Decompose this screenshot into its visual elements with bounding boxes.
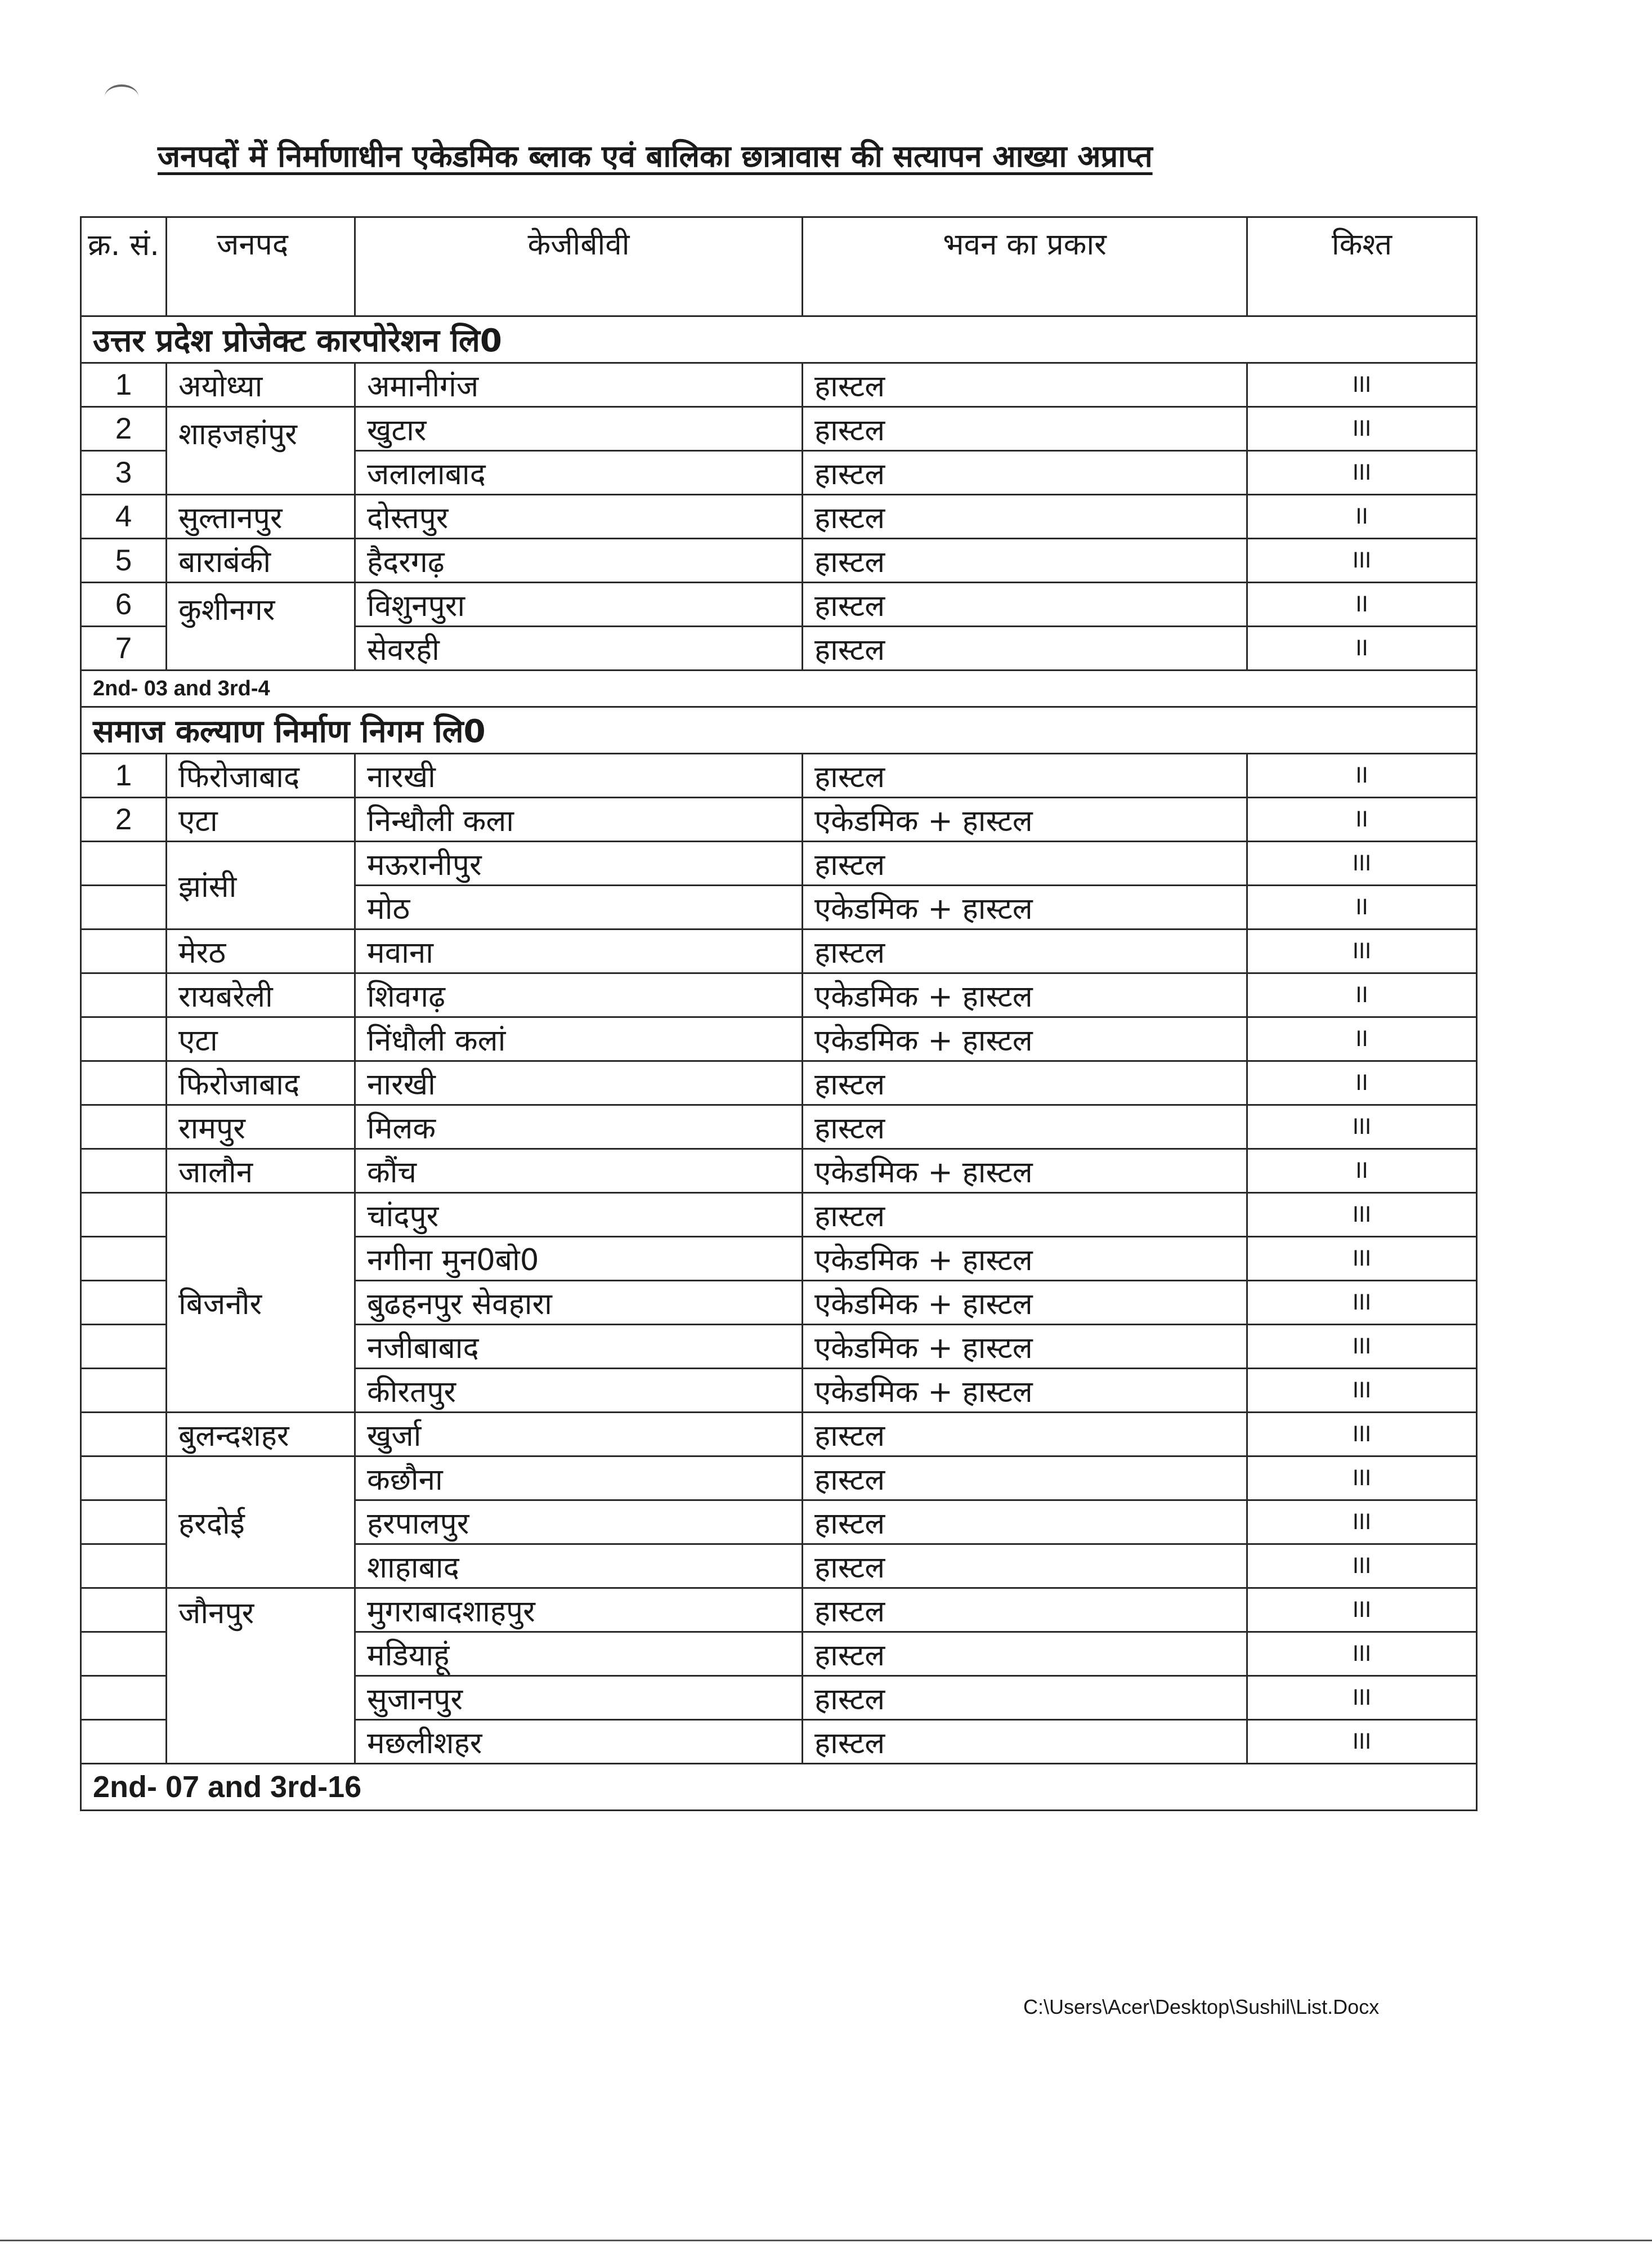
cell-sn bbox=[81, 1369, 167, 1413]
cell-installment: II bbox=[1247, 495, 1477, 539]
cell-building-type: एकेडमिक + हास्टल bbox=[803, 973, 1247, 1017]
cell-installment: III bbox=[1247, 451, 1477, 495]
cell-sn bbox=[81, 1149, 167, 1193]
table-row bbox=[81, 798, 1477, 842]
cell-district: बिजनौर bbox=[167, 1193, 355, 1413]
cell-building-type: एकेडमिक + हास्टल bbox=[803, 1237, 1247, 1281]
cell-sn bbox=[81, 1105, 167, 1149]
table-row bbox=[81, 1193, 1477, 1237]
cell-installment: III bbox=[1247, 1325, 1477, 1369]
cell-sn bbox=[81, 1720, 167, 1764]
cell-building-type: एकेडमिक + हास्टल bbox=[803, 1149, 1247, 1193]
cell-district: फिरोजाबाद bbox=[167, 754, 355, 798]
cell-kgbv: नारखी bbox=[355, 754, 803, 798]
cell-district: रायबरेली bbox=[167, 973, 355, 1017]
cell-installment: II bbox=[1247, 973, 1477, 1017]
table-row bbox=[81, 1105, 1477, 1149]
cell-building-type: एकेडमिक + हास्टल bbox=[803, 886, 1247, 930]
cell-building-type: हास्टल bbox=[803, 407, 1247, 451]
table-row bbox=[81, 1149, 1477, 1193]
cell-building-type: हास्टल bbox=[803, 583, 1247, 627]
cell-building-type: हास्टल bbox=[803, 930, 1247, 973]
corner-mark bbox=[105, 84, 138, 109]
cell-kgbv: नजीबाबाद bbox=[355, 1325, 803, 1369]
table-row bbox=[81, 583, 1477, 627]
cell-kgbv: मिलक bbox=[355, 1105, 803, 1149]
cell-district: बुलन्दशहर bbox=[167, 1413, 355, 1456]
cell-sn: 1 bbox=[81, 363, 167, 407]
table-row bbox=[81, 539, 1477, 583]
cell-installment: III bbox=[1247, 539, 1477, 583]
cell-installment: III bbox=[1247, 1544, 1477, 1588]
header-building-type: भवन का प्रकार bbox=[803, 217, 1247, 316]
cell-kgbv: कछौना bbox=[355, 1456, 803, 1500]
cell-building-type: एकेडमिक + हास्टल bbox=[803, 1325, 1247, 1369]
cell-building-type: हास्टल bbox=[803, 1720, 1247, 1764]
cell-kgbv: दोस्तपुर bbox=[355, 495, 803, 539]
cell-building-type: हास्टल bbox=[803, 495, 1247, 539]
cell-building-type: एकेडमिक + हास्टल bbox=[803, 1017, 1247, 1061]
table-row bbox=[81, 363, 1477, 407]
section-title-skn: समाज कल्याण निर्माण निगम लि0 bbox=[81, 707, 1477, 754]
cell-sn bbox=[81, 1281, 167, 1325]
cell-sn bbox=[81, 973, 167, 1017]
cell-kgbv: बुढहनपुर सेवहारा bbox=[355, 1281, 803, 1325]
cell-sn bbox=[81, 886, 167, 930]
section-summary-skn: 2nd- 07 and 3rd-16 bbox=[81, 1764, 1477, 1811]
section-summary-upcl: 2nd- 03 and 3rd-4 bbox=[81, 671, 1477, 707]
cell-sn bbox=[81, 842, 167, 886]
cell-sn bbox=[81, 1413, 167, 1456]
cell-sn bbox=[81, 1237, 167, 1281]
cell-district: मेरठ bbox=[167, 930, 355, 973]
cell-kgbv: नगीना मुन0बो0 bbox=[355, 1237, 803, 1281]
cell-kgbv: नारखी bbox=[355, 1061, 803, 1105]
cell-installment: II bbox=[1247, 886, 1477, 930]
cell-building-type: हास्टल bbox=[803, 842, 1247, 886]
cell-sn bbox=[81, 1193, 167, 1237]
summary-row bbox=[81, 1764, 1477, 1811]
cell-building-type: हास्टल bbox=[803, 1413, 1247, 1456]
table-row bbox=[81, 1413, 1477, 1456]
cell-kgbv: मडियाहूं bbox=[355, 1632, 803, 1676]
cell-kgbv: निंधौली कलां bbox=[355, 1017, 803, 1061]
table-row bbox=[81, 407, 1477, 451]
cell-sn bbox=[81, 1588, 167, 1632]
cell-installment: II bbox=[1247, 627, 1477, 671]
table-row bbox=[81, 973, 1477, 1017]
cell-sn: 2 bbox=[81, 407, 167, 451]
cell-district: बाराबंकी bbox=[167, 539, 355, 583]
cell-district: कुशीनगर bbox=[167, 583, 355, 671]
cell-installment: III bbox=[1247, 1413, 1477, 1456]
cell-sn bbox=[81, 1061, 167, 1105]
cell-building-type: एकेडमिक + हास्टल bbox=[803, 1369, 1247, 1413]
cell-district: रामपुर bbox=[167, 1105, 355, 1149]
cell-kgbv: चांदपुर bbox=[355, 1193, 803, 1237]
cell-sn bbox=[81, 1017, 167, 1061]
cell-kgbv: मुगराबादशाहपुर bbox=[355, 1588, 803, 1632]
cell-district: एटा bbox=[167, 798, 355, 842]
footer-file-path: C:\Users\Acer\Desktop\Sushil\List.Docx bbox=[1023, 1995, 1380, 2018]
cell-sn: 3 bbox=[81, 451, 167, 495]
table-row bbox=[81, 1017, 1477, 1061]
table-row bbox=[81, 754, 1477, 798]
cell-district: झांसी bbox=[167, 842, 355, 930]
cell-sn: 6 bbox=[81, 583, 167, 627]
summary-row bbox=[81, 671, 1477, 707]
cell-district: शाहजहांपुर bbox=[167, 407, 355, 495]
cell-kgbv: खुर्जा bbox=[355, 1413, 803, 1456]
cell-installment: III bbox=[1247, 930, 1477, 973]
cell-kgbv: हरपालपुर bbox=[355, 1500, 803, 1544]
cell-kgbv: कौंच bbox=[355, 1149, 803, 1193]
cell-installment: III bbox=[1247, 1369, 1477, 1413]
table-row bbox=[81, 930, 1477, 973]
cell-installment: II bbox=[1247, 798, 1477, 842]
cell-kgbv: विशुनपुरा bbox=[355, 583, 803, 627]
cell-installment: III bbox=[1247, 1632, 1477, 1676]
cell-building-type: हास्टल bbox=[803, 1676, 1247, 1720]
cell-district: हरदोई bbox=[167, 1456, 355, 1588]
cell-installment: III bbox=[1247, 1500, 1477, 1544]
cell-installment: II bbox=[1247, 754, 1477, 798]
cell-building-type: हास्टल bbox=[803, 754, 1247, 798]
cell-kgbv: अमानीगंज bbox=[355, 363, 803, 407]
cell-district: जालौन bbox=[167, 1149, 355, 1193]
cell-district: सुल्तानपुर bbox=[167, 495, 355, 539]
cell-installment: III bbox=[1247, 1193, 1477, 1237]
section-row bbox=[81, 316, 1477, 363]
cell-sn bbox=[81, 1632, 167, 1676]
cell-building-type: हास्टल bbox=[803, 451, 1247, 495]
cell-district: जौनपुर bbox=[167, 1588, 355, 1764]
table-row bbox=[81, 495, 1477, 539]
document-title: जनपदों में निर्माणाधीन एकेडमिक ब्लाक एवं बालिका छात्रावास की सत्यापन आख्या अप्राप्त bbox=[158, 138, 1153, 174]
cell-kgbv: खुटार bbox=[355, 407, 803, 451]
cell-kgbv: सेवरही bbox=[355, 627, 803, 671]
cell-installment: II bbox=[1247, 1149, 1477, 1193]
cell-installment: III bbox=[1247, 1456, 1477, 1500]
cell-kgbv: जलालाबाद bbox=[355, 451, 803, 495]
cell-installment: III bbox=[1247, 1281, 1477, 1325]
cell-kgbv: निन्धौली कला bbox=[355, 798, 803, 842]
cell-installment: II bbox=[1247, 1017, 1477, 1061]
cell-sn: 2 bbox=[81, 798, 167, 842]
cell-building-type: हास्टल bbox=[803, 627, 1247, 671]
cell-building-type: हास्टल bbox=[803, 1632, 1247, 1676]
cell-building-type: एकेडमिक + हास्टल bbox=[803, 798, 1247, 842]
cell-building-type: हास्टल bbox=[803, 1193, 1247, 1237]
header-kgbv: केजीबीवी bbox=[355, 217, 803, 316]
cell-installment: III bbox=[1247, 407, 1477, 451]
cell-kgbv: मोठ bbox=[355, 886, 803, 930]
header-district: जनपद bbox=[167, 217, 355, 316]
cell-building-type: हास्टल bbox=[803, 363, 1247, 407]
cell-kgbv: कीरतपुर bbox=[355, 1369, 803, 1413]
cell-installment: III bbox=[1247, 1588, 1477, 1632]
cell-building-type: हास्टल bbox=[803, 1588, 1247, 1632]
cell-sn bbox=[81, 1325, 167, 1369]
cell-kgbv: मऊरानीपुर bbox=[355, 842, 803, 886]
cell-installment: III bbox=[1247, 842, 1477, 886]
cell-building-type: हास्टल bbox=[803, 1105, 1247, 1149]
cell-building-type: एकेडमिक + हास्टल bbox=[803, 1281, 1247, 1325]
cell-sn bbox=[81, 1544, 167, 1588]
table-row bbox=[81, 1456, 1477, 1500]
table-row bbox=[81, 1588, 1477, 1632]
bottom-rule bbox=[0, 2240, 1652, 2241]
cell-district: अयोध्या bbox=[167, 363, 355, 407]
cell-sn: 4 bbox=[81, 495, 167, 539]
cell-kgbv: शिवगढ़ bbox=[355, 973, 803, 1017]
table-row bbox=[81, 842, 1477, 886]
header-installment: किश्त bbox=[1247, 217, 1477, 316]
cell-sn: 7 bbox=[81, 627, 167, 671]
cell-building-type: हास्टल bbox=[803, 1456, 1247, 1500]
section-title-upcl: उत्तर प्रदेश प्रोजेक्ट कारपोरेशन लि0 bbox=[81, 316, 1477, 363]
header-sn: क्र. सं. bbox=[81, 217, 167, 316]
cell-installment: III bbox=[1247, 363, 1477, 407]
cell-kgbv: सुजानपुर bbox=[355, 1676, 803, 1720]
cell-building-type: हास्टल bbox=[803, 1544, 1247, 1588]
cell-kgbv: हैदरगढ़ bbox=[355, 539, 803, 583]
cell-sn bbox=[81, 1456, 167, 1500]
cell-building-type: हास्टल bbox=[803, 1061, 1247, 1105]
cell-installment: III bbox=[1247, 1237, 1477, 1281]
cell-district: एटा bbox=[167, 1017, 355, 1061]
cell-kgbv: शाहाबाद bbox=[355, 1544, 803, 1588]
header-row bbox=[81, 217, 1477, 316]
cell-sn bbox=[81, 1676, 167, 1720]
cell-sn bbox=[81, 930, 167, 973]
cell-building-type: हास्टल bbox=[803, 539, 1247, 583]
cell-sn bbox=[81, 1500, 167, 1544]
cell-installment: III bbox=[1247, 1720, 1477, 1764]
cell-installment: II bbox=[1247, 583, 1477, 627]
cell-kgbv: मछलीशहर bbox=[355, 1720, 803, 1764]
section-row bbox=[81, 707, 1477, 754]
cell-kgbv: मवाना bbox=[355, 930, 803, 973]
cell-sn: 1 bbox=[81, 754, 167, 798]
verification-table bbox=[80, 216, 1478, 1811]
table-row bbox=[81, 1061, 1477, 1105]
cell-installment: III bbox=[1247, 1105, 1477, 1149]
cell-installment: III bbox=[1247, 1676, 1477, 1720]
cell-installment: II bbox=[1247, 1061, 1477, 1105]
cell-building-type: हास्टल bbox=[803, 1500, 1247, 1544]
cell-sn: 5 bbox=[81, 539, 167, 583]
cell-district: फिरोजाबाद bbox=[167, 1061, 355, 1105]
